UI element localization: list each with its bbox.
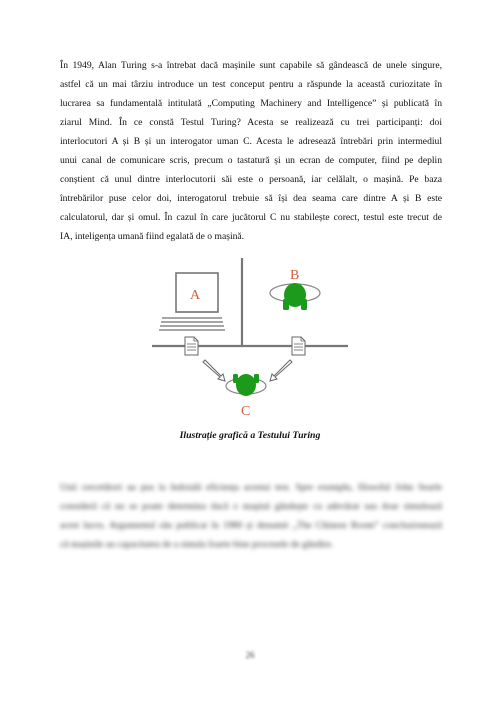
person-c-icon [226, 374, 266, 396]
body-paragraph-1 [60, 56, 442, 246]
text-line: considerã cã nu se poate determina dacã o maşinã gândeşte cu adevărat sau doar simulează [60, 501, 442, 512]
person-b-icon [270, 283, 320, 310]
label-b: B [290, 268, 300, 283]
body-paragraph-2 [60, 478, 442, 554]
text-line: unui canal de comunicare scris, precum o tastatură și un ecran de computer, fiind pe deplin [60, 155, 442, 166]
text-line: Unii cercetători au pus la îndoială eficiența acestui test. Spre exemplu, filosoful John Searle [60, 482, 442, 493]
text-line: că mașinile au capacitatea de a simula foarte bine procesele de gândire. [60, 539, 334, 550]
arrow-icon [270, 360, 292, 381]
text-line: lucrarea sa fundamentală intitulată „Computing Machinery and Intelligence” și publicată în [60, 98, 442, 109]
figure-caption: Ilustrație grafică a Testului Turing [179, 430, 321, 441]
text-line: acest lucru. Argumentul său publicat în 1980 și denumit „The Chinese Room” concluzionează [60, 520, 442, 531]
document-icon [292, 337, 305, 355]
text-line: calculatorul, dar și omul. În cazul în care jucătorul C nu stabilește corect, testul este trecut de [60, 212, 442, 223]
document-icon [185, 337, 198, 355]
turing-test-diagram [140, 258, 360, 423]
arrow-icon [203, 360, 225, 381]
page-number: 26 [245, 650, 255, 660]
label-c: C [241, 404, 251, 419]
text-line: conștient că unul dintre interlocutorii săi este o persoană, iar celălalt, o mașină. Pe baza [60, 174, 442, 185]
text-line: interlocutori A și B și un interogator uman C. Acesta le adresează întrebări prin intermediul [60, 136, 442, 147]
text-line: În 1949, Alan Turing s-a întrebat dacă mașinile sunt capabile să gândească de unele singure, [60, 60, 442, 71]
text-line: întrebărilor puse celor doi, interogatorul trebuie să își dea seama care dintre A și B este [60, 193, 442, 204]
text-line: ziarul Mind. În ce constă Testul Turing? Acesta se realizează cu trei participanți: doi [60, 117, 442, 128]
label-a: A [190, 288, 201, 303]
text-line: IA, inteligența umană fiind egalată de o mașină. [60, 231, 245, 242]
text-line: astfel că un mai târziu introduce un test conceput pentru a răspunde la această curiozitate în [60, 79, 442, 90]
